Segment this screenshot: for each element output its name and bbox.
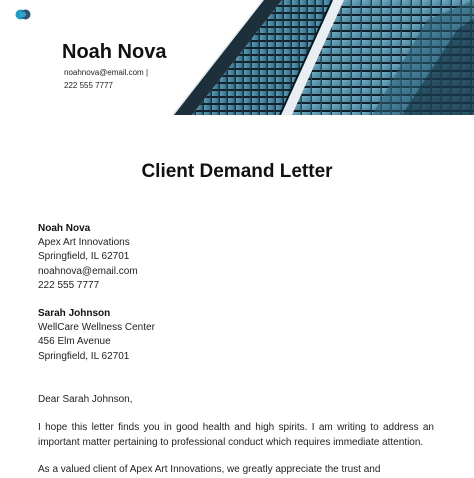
sender-block [38,222,138,293]
recipient-block [38,307,155,364]
sender-email: noahnova@email.com [38,265,138,277]
salutation: Dear Sarah Johnson, [38,394,133,405]
body-paragraph: I hope this letter finds you in good health and high spirits. I am writing to address an important matter pertaining to professional conduct which requires immediate attention. [38,422,434,448]
sender-city: Springfield, IL 62701 [38,251,130,263]
recipient-name: Sarah Johnson [38,308,111,319]
header-phone: 222 555 7777 [64,81,113,90]
sender-name: Noah Nova [38,223,91,234]
header-email: noahnova@email.com | [64,68,149,77]
header-name: Noah Nova [62,41,167,63]
recipient-street: 456 Elm Avenue [38,336,111,348]
building-photo [172,0,474,115]
brand-logo-icon [15,9,31,20]
recipient-city: Springfield, IL 62701 [38,350,130,362]
recipient-company: WellCare Wellness Center [38,322,155,334]
header-contact [64,66,148,92]
document-title: Client Demand Letter [141,161,333,182]
body-paragraph: As a valued client of Apex Art Innovations, we greatly appreciate the trust and [38,464,381,475]
sender-company: Apex Art Innovations [38,237,130,249]
sender-phone: 222 555 7777 [38,279,100,291]
